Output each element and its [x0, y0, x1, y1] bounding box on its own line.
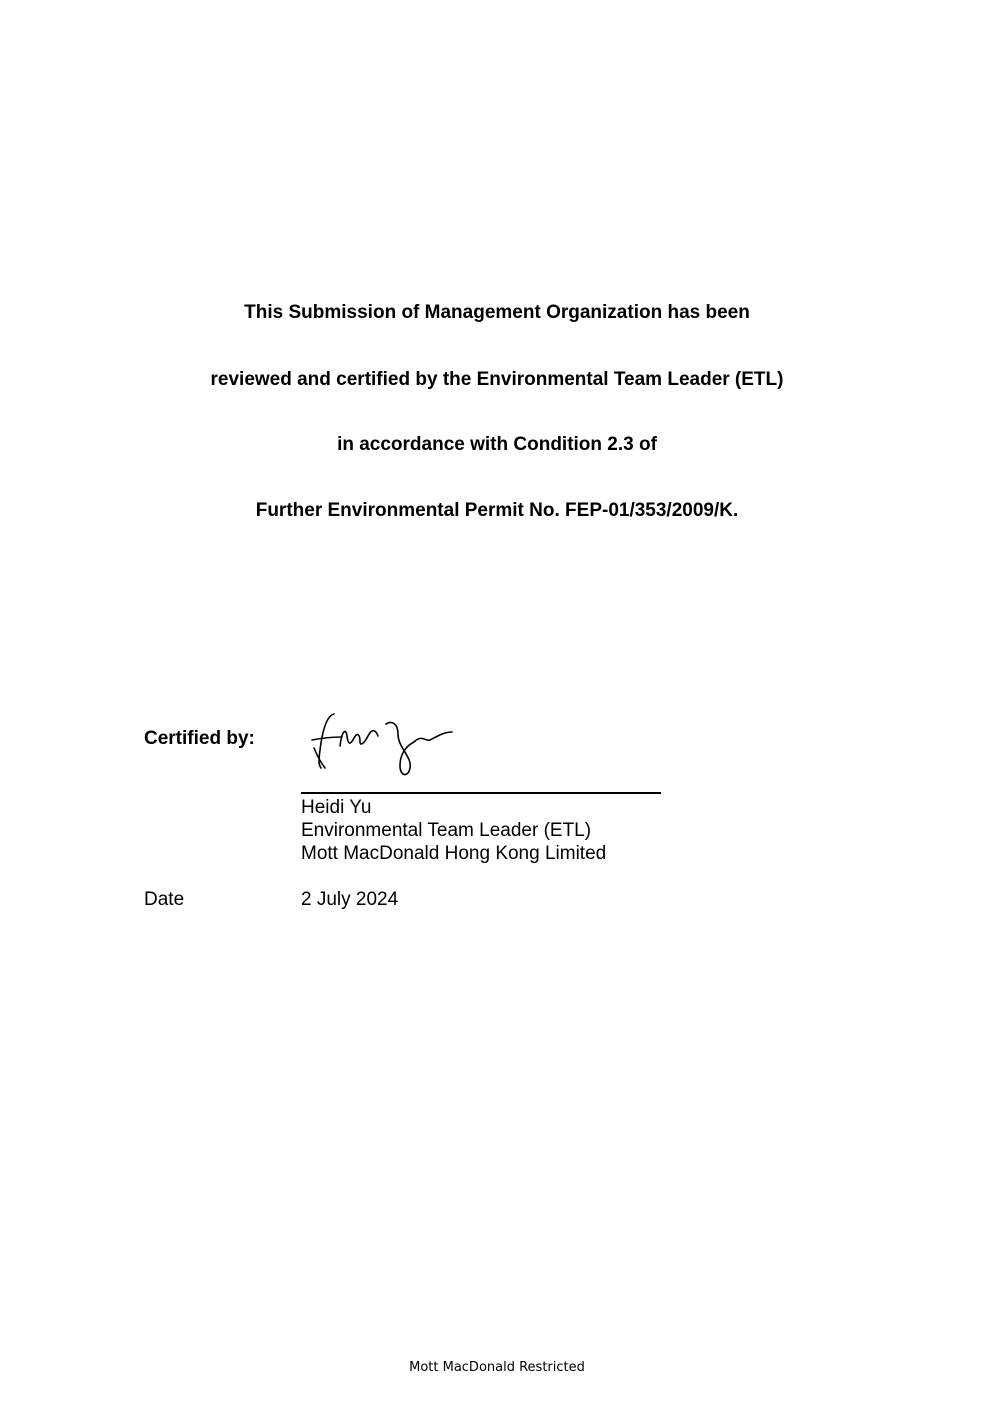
- statement-line-4: Further Environmental Permit No. FEP-01/353/2009/K.: [255, 500, 739, 521]
- signature-line: [301, 792, 661, 794]
- signer-title: Environmental Team Leader (ETL): [301, 820, 592, 841]
- signer-name: Heidi Yu: [301, 797, 372, 818]
- date-label: Date: [144, 889, 185, 910]
- signature-icon: [302, 706, 462, 780]
- date-value: 2 July 2024: [301, 889, 399, 910]
- certified-by-label: Certified by:: [144, 728, 255, 749]
- footer-classification: Mott MacDonald Restricted: [409, 1360, 585, 1375]
- statement-line-2: reviewed and certified by the Environmental Team Leader (ETL): [210, 369, 784, 390]
- signer-company: Mott MacDonald Hong Kong Limited: [301, 843, 607, 864]
- statement-line-1: This Submission of Management Organization has been: [244, 302, 750, 323]
- statement-line-3: in accordance with Condition 2.3 of: [337, 434, 657, 455]
